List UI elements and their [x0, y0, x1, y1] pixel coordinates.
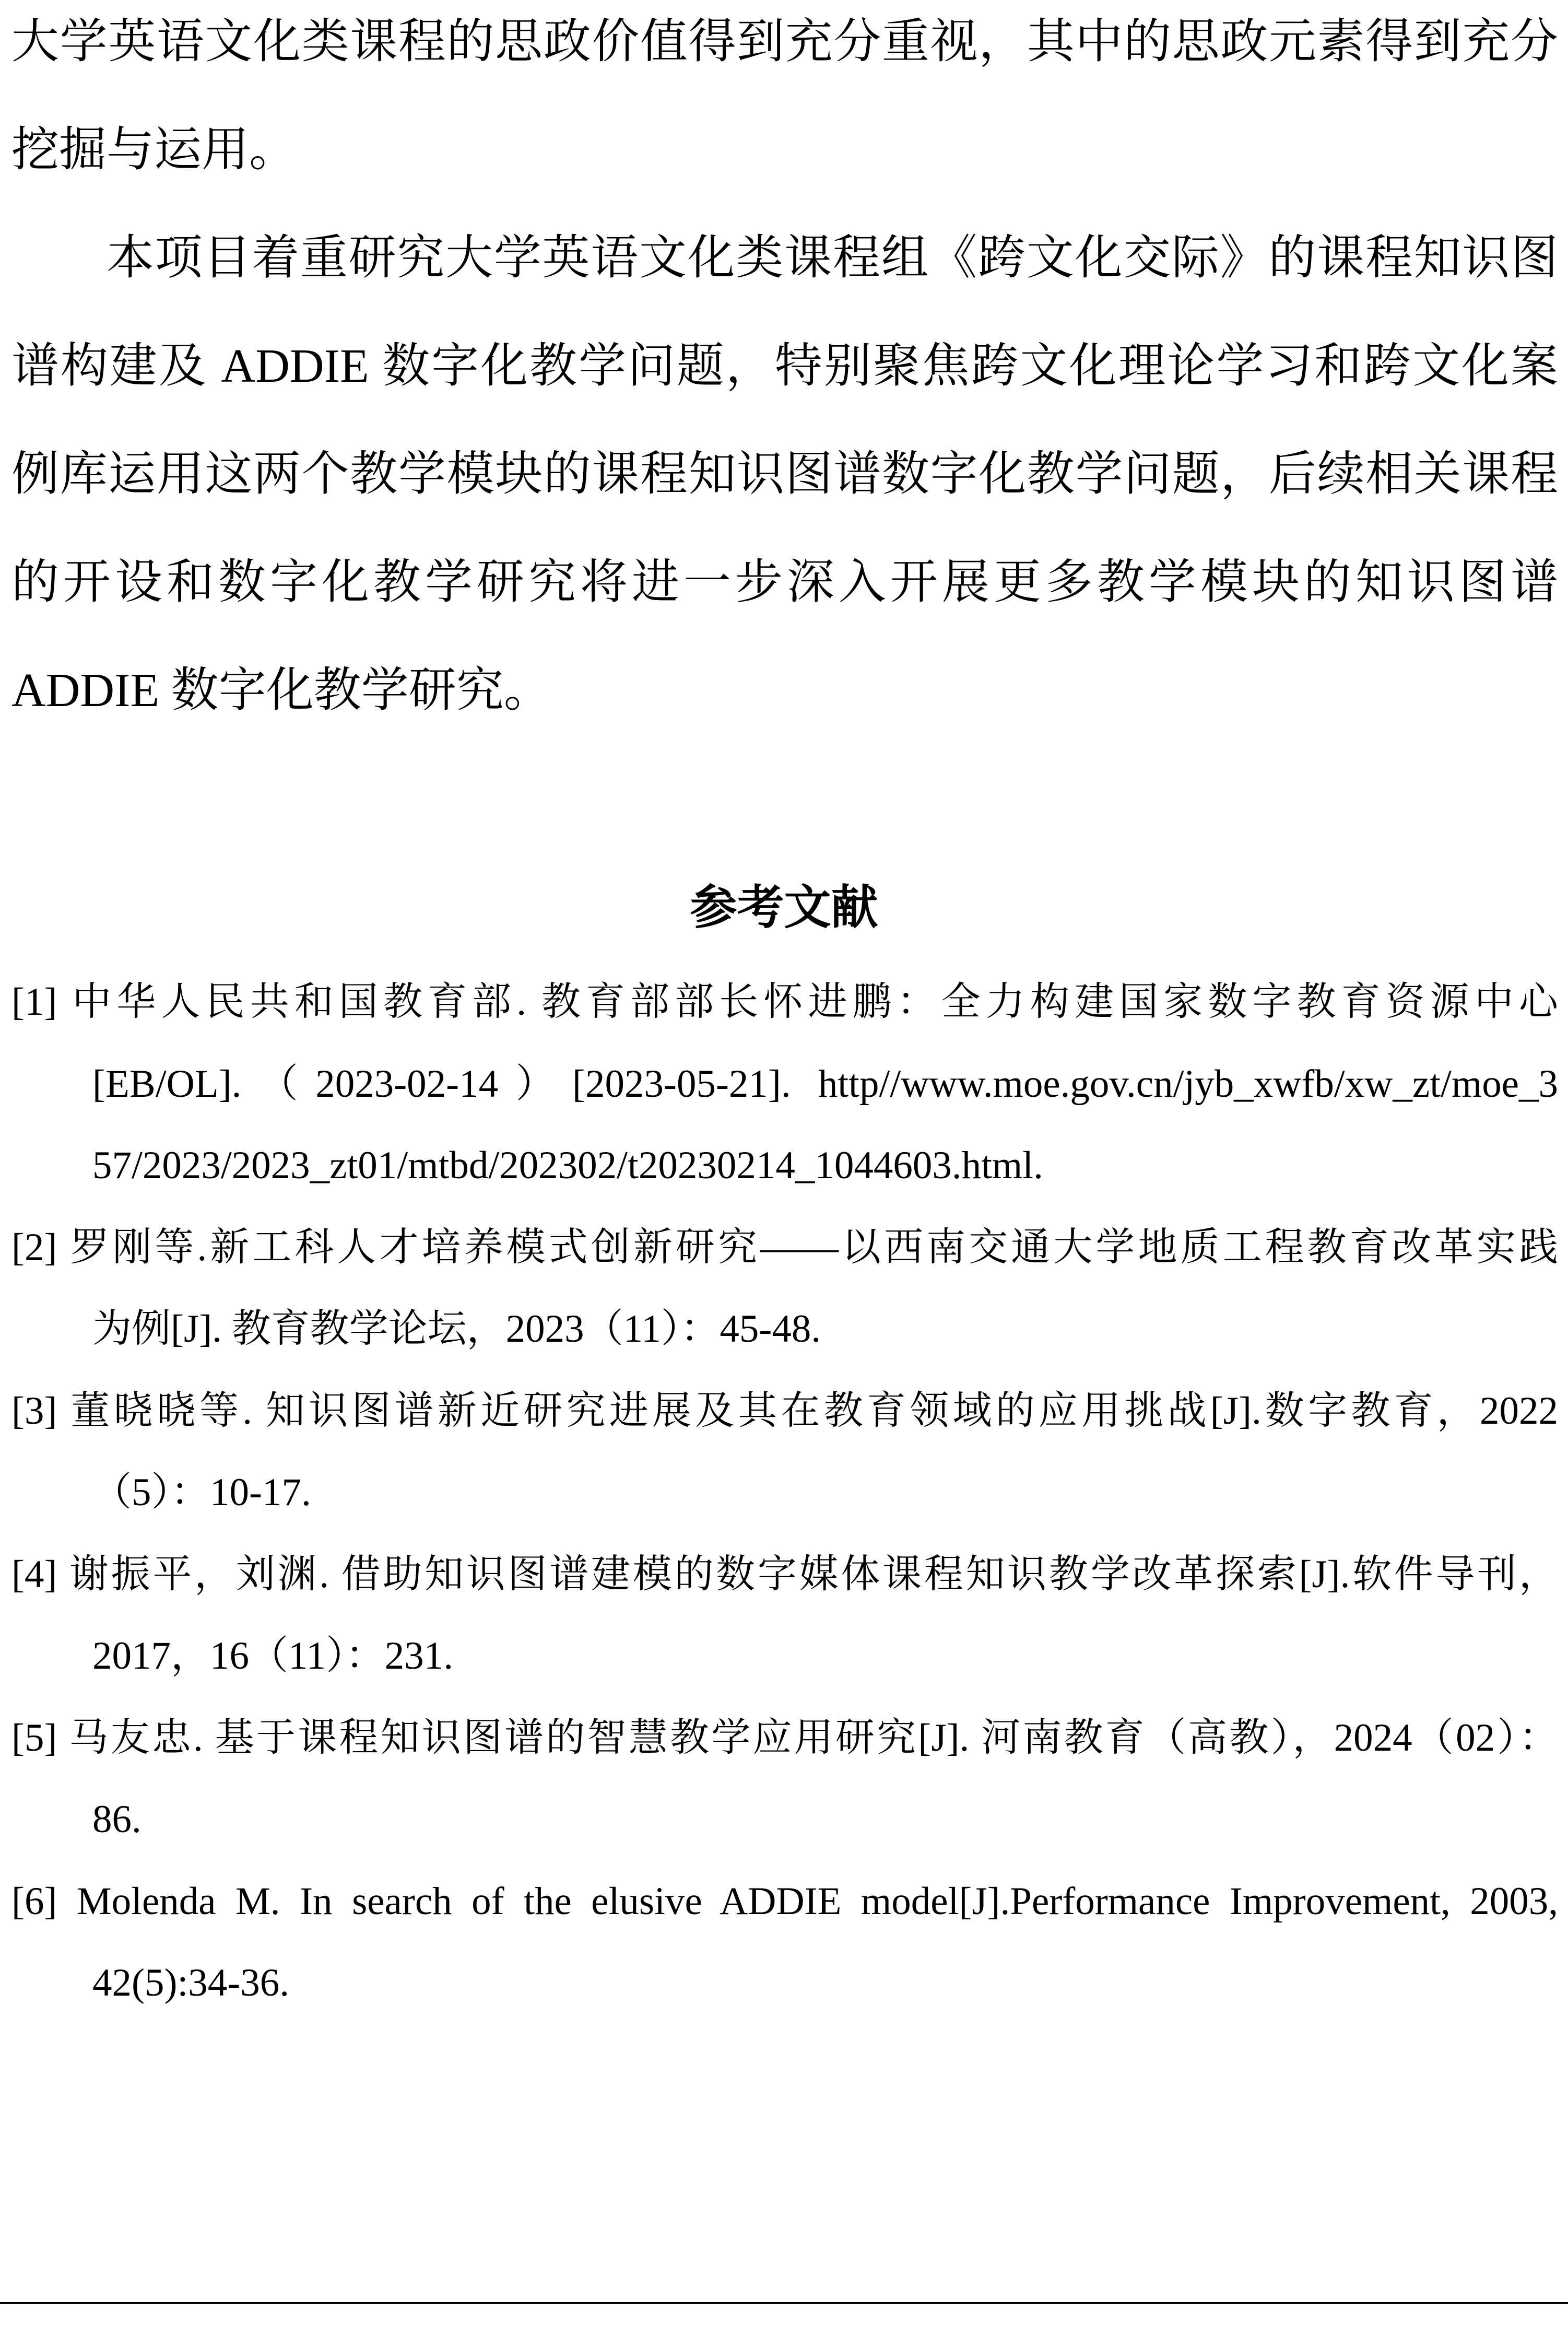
reference-line — [11, 1534, 1558, 1616]
reference-item — [11, 1207, 1558, 1370]
reference-line — [11, 962, 1558, 1043]
reference-item — [11, 1861, 1558, 2024]
reference-text: 谢振平，刘渊. 借助知识图谱建模的数字媒体课程知识教学改革探索[J].软件导刊， — [69, 1552, 1558, 1596]
reference-number: [1] — [11, 980, 57, 1024]
reference-number: [5] — [11, 1716, 57, 1760]
reference-text: 罗刚等.新工科人才培养模式创新研究——以西南交通大学地质工程教育改革实践 — [70, 1225, 1558, 1269]
reference-line — [11, 1207, 1558, 1289]
paragraph — [11, 216, 1558, 732]
text-line: 本项目着重研究大学英语文化类课程组《跨文化交际》的课程知识图 — [107, 231, 1558, 284]
reference-line: 86. — [92, 1798, 142, 1841]
text-line: 大学英语文化类课程的思政价值得到充分重视，其中的思政元素得到充分 — [11, 15, 1558, 68]
references-heading: 参考文献 — [690, 882, 878, 934]
reference-text: 董晓晓等. 知识图谱新近研究进展及其在教育领域的应用挑战[J].数字教育，2022 — [70, 1389, 1558, 1433]
reference-number: [2] — [11, 1225, 57, 1269]
reference-item — [11, 1697, 1558, 1861]
references-list — [11, 962, 1558, 2024]
body-text — [11, 0, 1558, 757]
reference-line — [11, 1370, 1558, 1452]
paragraph — [11, 0, 1558, 192]
text-line: 挖掘与运用。 — [11, 123, 297, 176]
text-line: 的开设和数字化教学研究将进一步深入开展更多教学模块的知识图谱 — [11, 556, 1558, 608]
reference-line: [EB/OL].（2023-02-14）[2023-05-21]. http//www.moe.gov.cn/jyb_xwfb/xw_zt/moe_3 — [92, 1062, 1558, 1106]
text-line: 例库运用这两个教学模块的课程知识图谱数字化教学问题，后续相关课程 — [11, 448, 1558, 500]
reference-line: 57/2023/2023_zt01/mtbd/202302/t20230214_1044603.html. — [92, 1144, 1043, 1187]
footer-rule — [0, 2302, 1568, 2304]
reference-line — [11, 1697, 1558, 1779]
reference-number: [3] — [11, 1389, 57, 1433]
reference-line: 42(5):34-36. — [92, 1961, 290, 2004]
reference-item — [11, 1534, 1558, 1697]
reference-number: [4] — [11, 1552, 57, 1596]
reference-item — [11, 962, 1558, 1207]
text-line: ADDIE 数字化教学研究。 — [11, 664, 551, 717]
reference-line: 为例[J]. 教育教学论坛，2023（11）：45-48. — [92, 1307, 821, 1351]
reference-number: [6] — [11, 1879, 57, 1923]
reference-line: 2017，16（11）：231. — [92, 1634, 453, 1678]
reference-text: 中华人民共和国教育部. 教育部部长怀进鹏：全力构建国家数字教育资源中心 — [72, 980, 1558, 1024]
text-line: 谱构建及 ADDIE 数字化教学问题，特别聚焦跨文化理论学习和跨文化案 — [11, 339, 1558, 392]
reference-text: 马友忠. 基于课程知识图谱的智慧教学应用研究[J]. 河南教育（高教），2024（02）： — [69, 1716, 1559, 1760]
reference-line: （5）：10-17. — [92, 1471, 311, 1514]
reference-text: Molenda M. In search of the elusive ADDIE model[J].Performance Improvement, 2003, — [76, 1879, 1558, 1923]
reference-item — [11, 1370, 1558, 1534]
reference-line — [11, 1861, 1558, 1943]
